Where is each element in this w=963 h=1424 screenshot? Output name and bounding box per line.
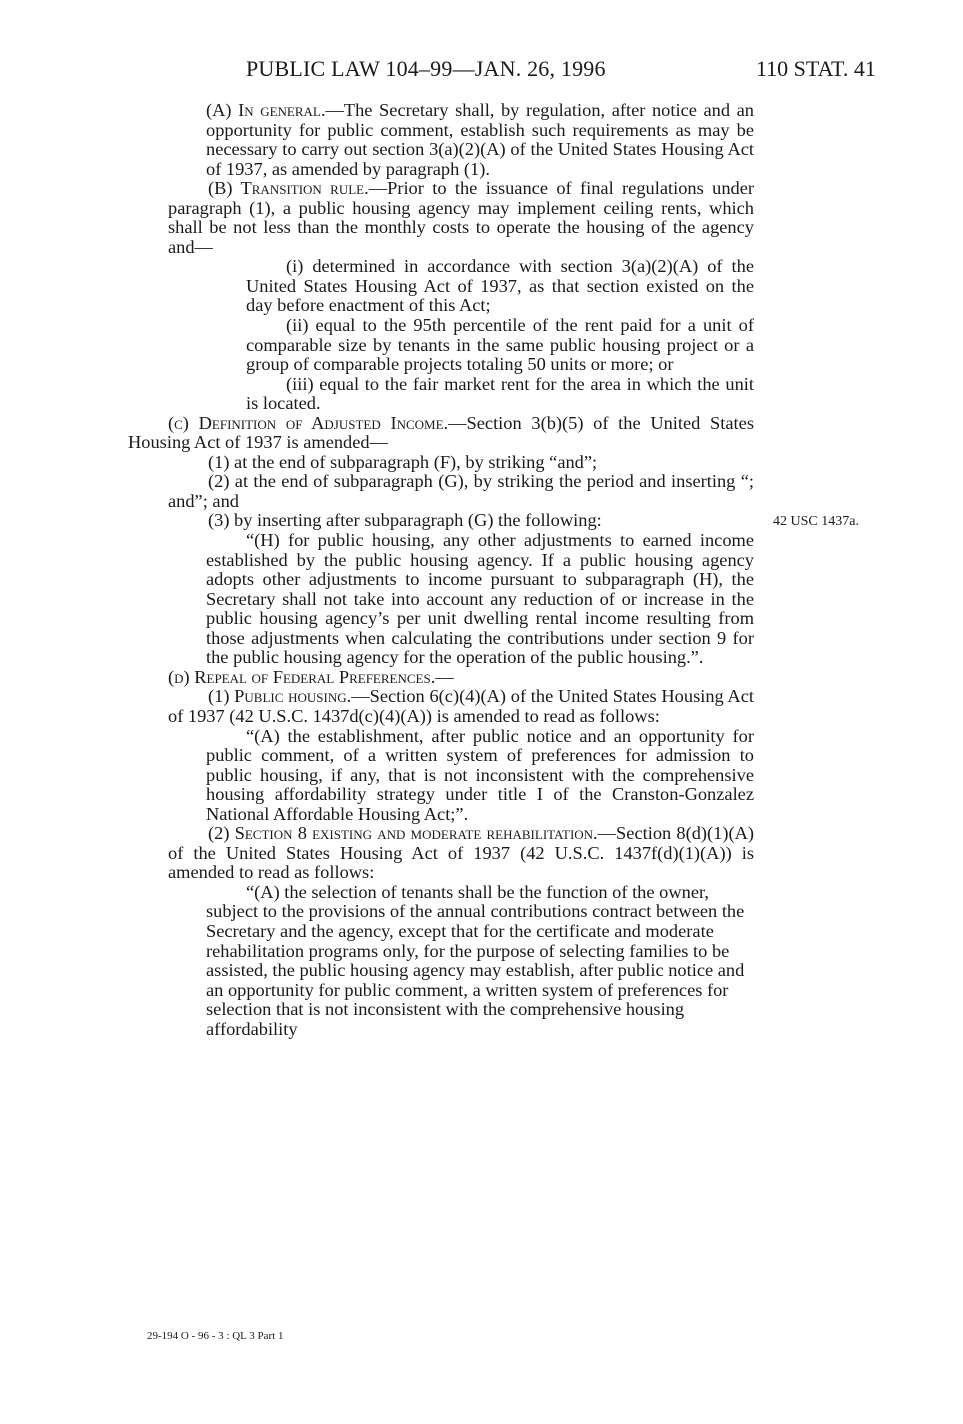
item-c-1: (1) at the end of subparagraph (F), by striking “and”; xyxy=(208,451,598,472)
paragraph-b xyxy=(168,179,754,257)
item-heading: (2) Section 8 existing and moderate rehabilitation. xyxy=(208,823,598,844)
quoted-amendment-d1: “(A) the establishment, after public notice and an opportunity for public comment, of a written system of preferences for admission to public housing, if any, that is not inconsistent with the comprehensive housing affordability strategy under title I of the Cranston-Gonzalez National Affordable Housing Act;”. xyxy=(206,725,754,824)
paragraph-text: —The Secretary shall, by regulation, after notice and an opportunity for public comment, establish such requirements as may be necessary to carry out section 3(a)(2)(A) of the United States Housing Act of 1937, as amended by paragraph (1). xyxy=(206,100,755,179)
quoted-subparagraph-h: “(H) for public housing, any other adjustments to earned income established by the public housing agency. If a public housing agency adopts other adjustments to income pursuant to subparagraph (H), the Secretary shall not take into account any reduction of or increase in the public housing agency’s per unit dwelling rental income resulting from those adjustments when calculating the contributions under section 9 for the public housing agency for the operation of the public housing.”. xyxy=(206,530,754,668)
margin-citation: 42 USC 1437a. xyxy=(773,514,859,529)
paragraph-heading: (A) In general. xyxy=(206,100,326,120)
item-text: —Section 8(d)(1)(A) of the United States Housing Act of 1937 (42 U.S.C. 1437f(d)(1)(A)) is amended to read as follows: xyxy=(168,823,755,883)
item-d-1 xyxy=(168,687,754,726)
clause-b-iii: (iii) equal to the fair market rent for the area in which the unit is located. xyxy=(246,373,754,414)
subsection-text: —Section 3(b)(5) of the United States Housing Act of 1937 is amended— xyxy=(128,412,754,453)
quoted-amendment-d2: “(A) the selection of tenants shall be the function of the owner, subject to the provisions of the annual contributions contract between the Secretary and the agency, except that for the certificate and moderate rehabilitation programs only, for the purpose of selecting families to be assisted, the public housing agency may establish, after public notice and an opportunity for public comment, a written system of preferences for selection that is not inconsistent with the comprehensive housing affordability xyxy=(206,881,745,1039)
item-c-2: (2) at the end of subparagraph (G), by striking the period and inserting “; and”; and xyxy=(168,471,754,511)
item-heading: (1) Public housing. xyxy=(208,686,352,707)
item-c-3: (3) by inserting after subparagraph (G) the following: xyxy=(208,510,602,531)
clause-b-i: (i) determined in accordance with section 3(a)(2)(A) of the United States Housing Act of 1937, as that section existed on the day before enactment of this Act; xyxy=(246,256,754,316)
subsection-dash: — xyxy=(435,666,454,687)
paragraph-a xyxy=(206,101,754,179)
page-body xyxy=(128,101,754,1039)
item-text: —Section 6(c)(4)(A) of the United States Housing Act of 1937 (42 U.S.C. 1437d(c)(4)(A)) is amended to read as follows: xyxy=(168,686,754,726)
page-header-title: PUBLIC LAW 104–99—JAN. 26, 1996 xyxy=(246,56,606,81)
subsection-c xyxy=(128,414,754,453)
paragraph-text: —Prior to the issuance of final regulations under paragraph (1), a public housing agency may implement ceiling rents, which shall be not less than the monthly costs to operate the housing of the agency and— xyxy=(168,178,754,257)
paragraph-heading: (B) Transition rule. xyxy=(208,178,369,199)
item-d-2 xyxy=(168,824,754,883)
clause-b-ii: (ii) equal to the 95th percentile of the rent paid for a unit of comparable size by tenants in the same public housing project or a group of comparable projects totaling 50 units or more; or xyxy=(246,315,754,375)
subsection-heading: (d) Repeal of Federal Preferences. xyxy=(168,666,436,687)
printer-code: 29-194 O - 96 - 3 : QL 3 Part 1 xyxy=(147,1330,284,1342)
page-header-stat: 110 STAT. 41 xyxy=(756,56,876,81)
subsection-heading: (c) Definition of Adjusted Income. xyxy=(168,412,449,433)
subsection-d xyxy=(168,668,754,688)
